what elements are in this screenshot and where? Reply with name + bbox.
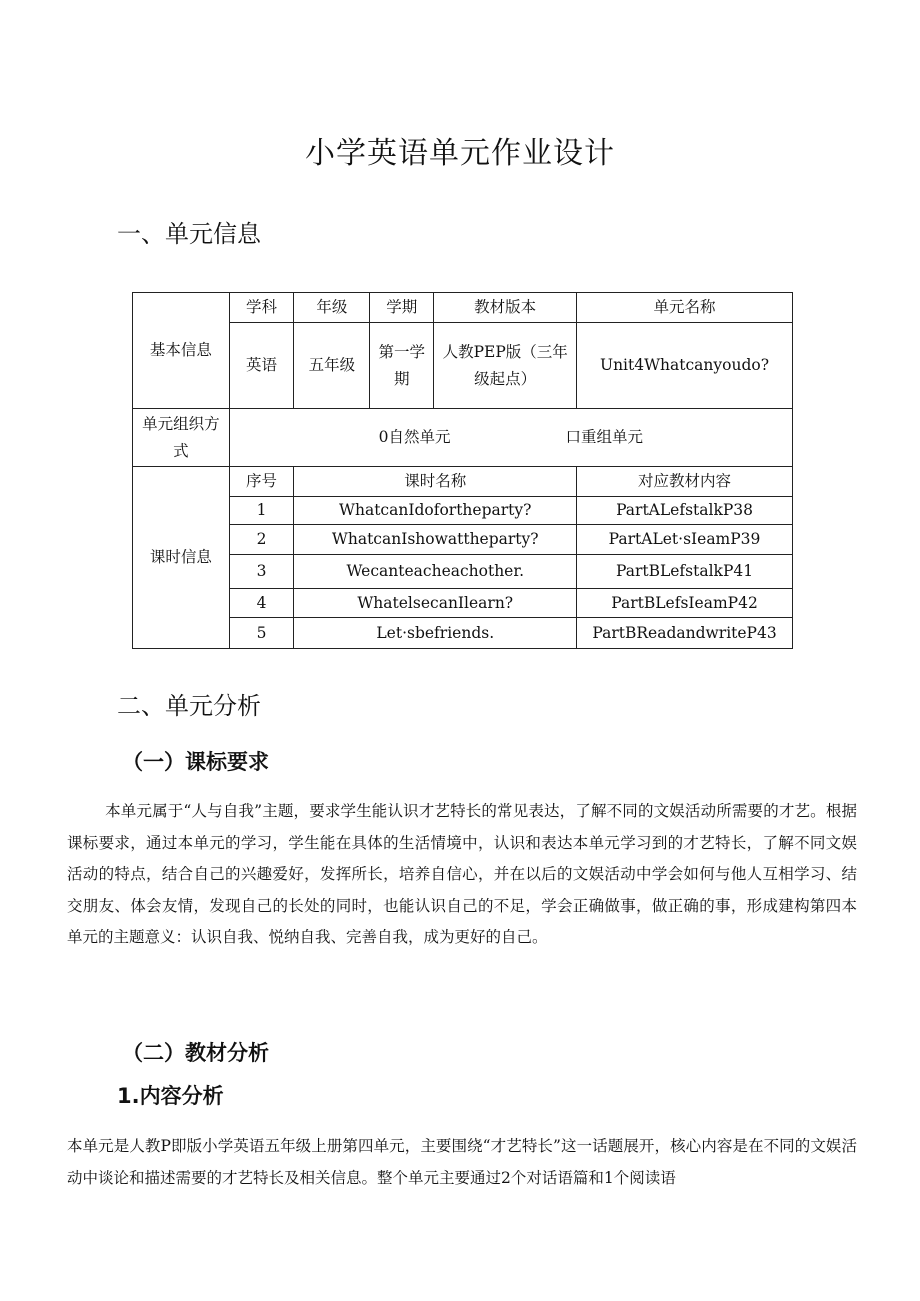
lesson-content: PartALefstalkP38 [577, 497, 793, 525]
lesson-content: PartBLefstalkP41 [577, 555, 793, 589]
unit-info-table [132, 292, 793, 649]
lesson-content: PartBLefsIeamP42 [577, 589, 793, 618]
content-analysis-paragraph: 本单元是人教P即版小学英语五年级上册第四单元，主要围绕“才艺特长”这一话题展开，核心内容是在不同的文娱活动中谈论和描述需要的才艺特长及相关信息。整个单元主要通过2个对话语篇和1个阅读语 [67, 1137, 857, 1187]
option-regrouped-unit: 口重组单元 [565, 428, 643, 446]
table-row [133, 525, 793, 555]
value-textbook: 人教PEP版（三年级起点） [434, 323, 577, 409]
option-natural-unit: 0自然单元 [378, 428, 451, 446]
table-row [133, 618, 793, 649]
lesson-name: WhatelsecanIlearn? [294, 589, 577, 618]
header-subject: 学科 [229, 293, 294, 323]
lesson-name: WhatcanIdofortheparty? [294, 497, 577, 525]
value-grade: 五年级 [294, 323, 370, 409]
organization-label: 单元组织方式 [133, 409, 230, 467]
table-row [133, 497, 793, 525]
subheading-curriculum: （一）课标要求 [122, 750, 269, 774]
lesson-no: 1 [229, 497, 294, 525]
section-heading-unit-info: 一、单元信息 [117, 220, 261, 248]
header-lesson-no: 序号 [229, 467, 294, 497]
lesson-no: 5 [229, 618, 294, 649]
lesson-name: Let·sbefriends. [294, 618, 577, 649]
lesson-content: PartALet·sIeamP39 [577, 525, 793, 555]
basic-info-label: 基本信息 [133, 293, 230, 409]
value-term: 第一学期 [370, 323, 434, 409]
curriculum-paragraph [67, 796, 857, 954]
header-lesson-name: 课时名称 [294, 467, 577, 497]
subheading-content-analysis: 1.内容分析 [117, 1084, 224, 1108]
lesson-no: 2 [229, 525, 294, 555]
lesson-name: WhatcanIshowattheparty? [294, 525, 577, 555]
subheading-textbook-analysis: （二）教材分析 [122, 1041, 269, 1065]
header-lesson-content: 对应教材内容 [577, 467, 793, 497]
organization-options [229, 409, 792, 467]
lesson-no: 4 [229, 589, 294, 618]
section-heading-unit-analysis: 二、单元分析 [117, 692, 261, 720]
curriculum-text: 本单元属于“人与自我”主题，要求学生能认识才艺特长的常见表达，了解不同的文娱活动所需要的才艺。根据课标要求，通过本单元的学习，学生能在具体的生活情境中，认识和表达本单元学习到的才艺特长，了解不同文娱活动的特点，结合自己的兴趣爱好，发挥所长，培养自信心，并在以后的文娱活动中学会如何与他人互相学习、结交朋友、体会友情，发现自己的长处的同时，也能认识自己的不足，学会正确做事，做正确的事，形成建构第四本单元的主题意义：认识自我、悦纳自我、完善自我，成为更好的自己。 [67, 802, 857, 946]
document-title: 小学英语单元作业设计 [305, 136, 615, 171]
header-grade: 年级 [294, 293, 370, 323]
lesson-info-label: 课时信息 [133, 467, 230, 649]
value-subject: 英语 [229, 323, 294, 409]
header-textbook: 教材版本 [434, 293, 577, 323]
table-row [133, 589, 793, 618]
table-row [133, 555, 793, 589]
header-unit-name: 单元名称 [577, 293, 793, 323]
lesson-content: PartBReadandwriteP43 [577, 618, 793, 649]
header-term: 学期 [370, 293, 434, 323]
lesson-name: Wecanteacheachother. [294, 555, 577, 589]
lesson-no: 3 [229, 555, 294, 589]
value-unit-name: Unit4Whatcanyoudo? [577, 323, 793, 409]
